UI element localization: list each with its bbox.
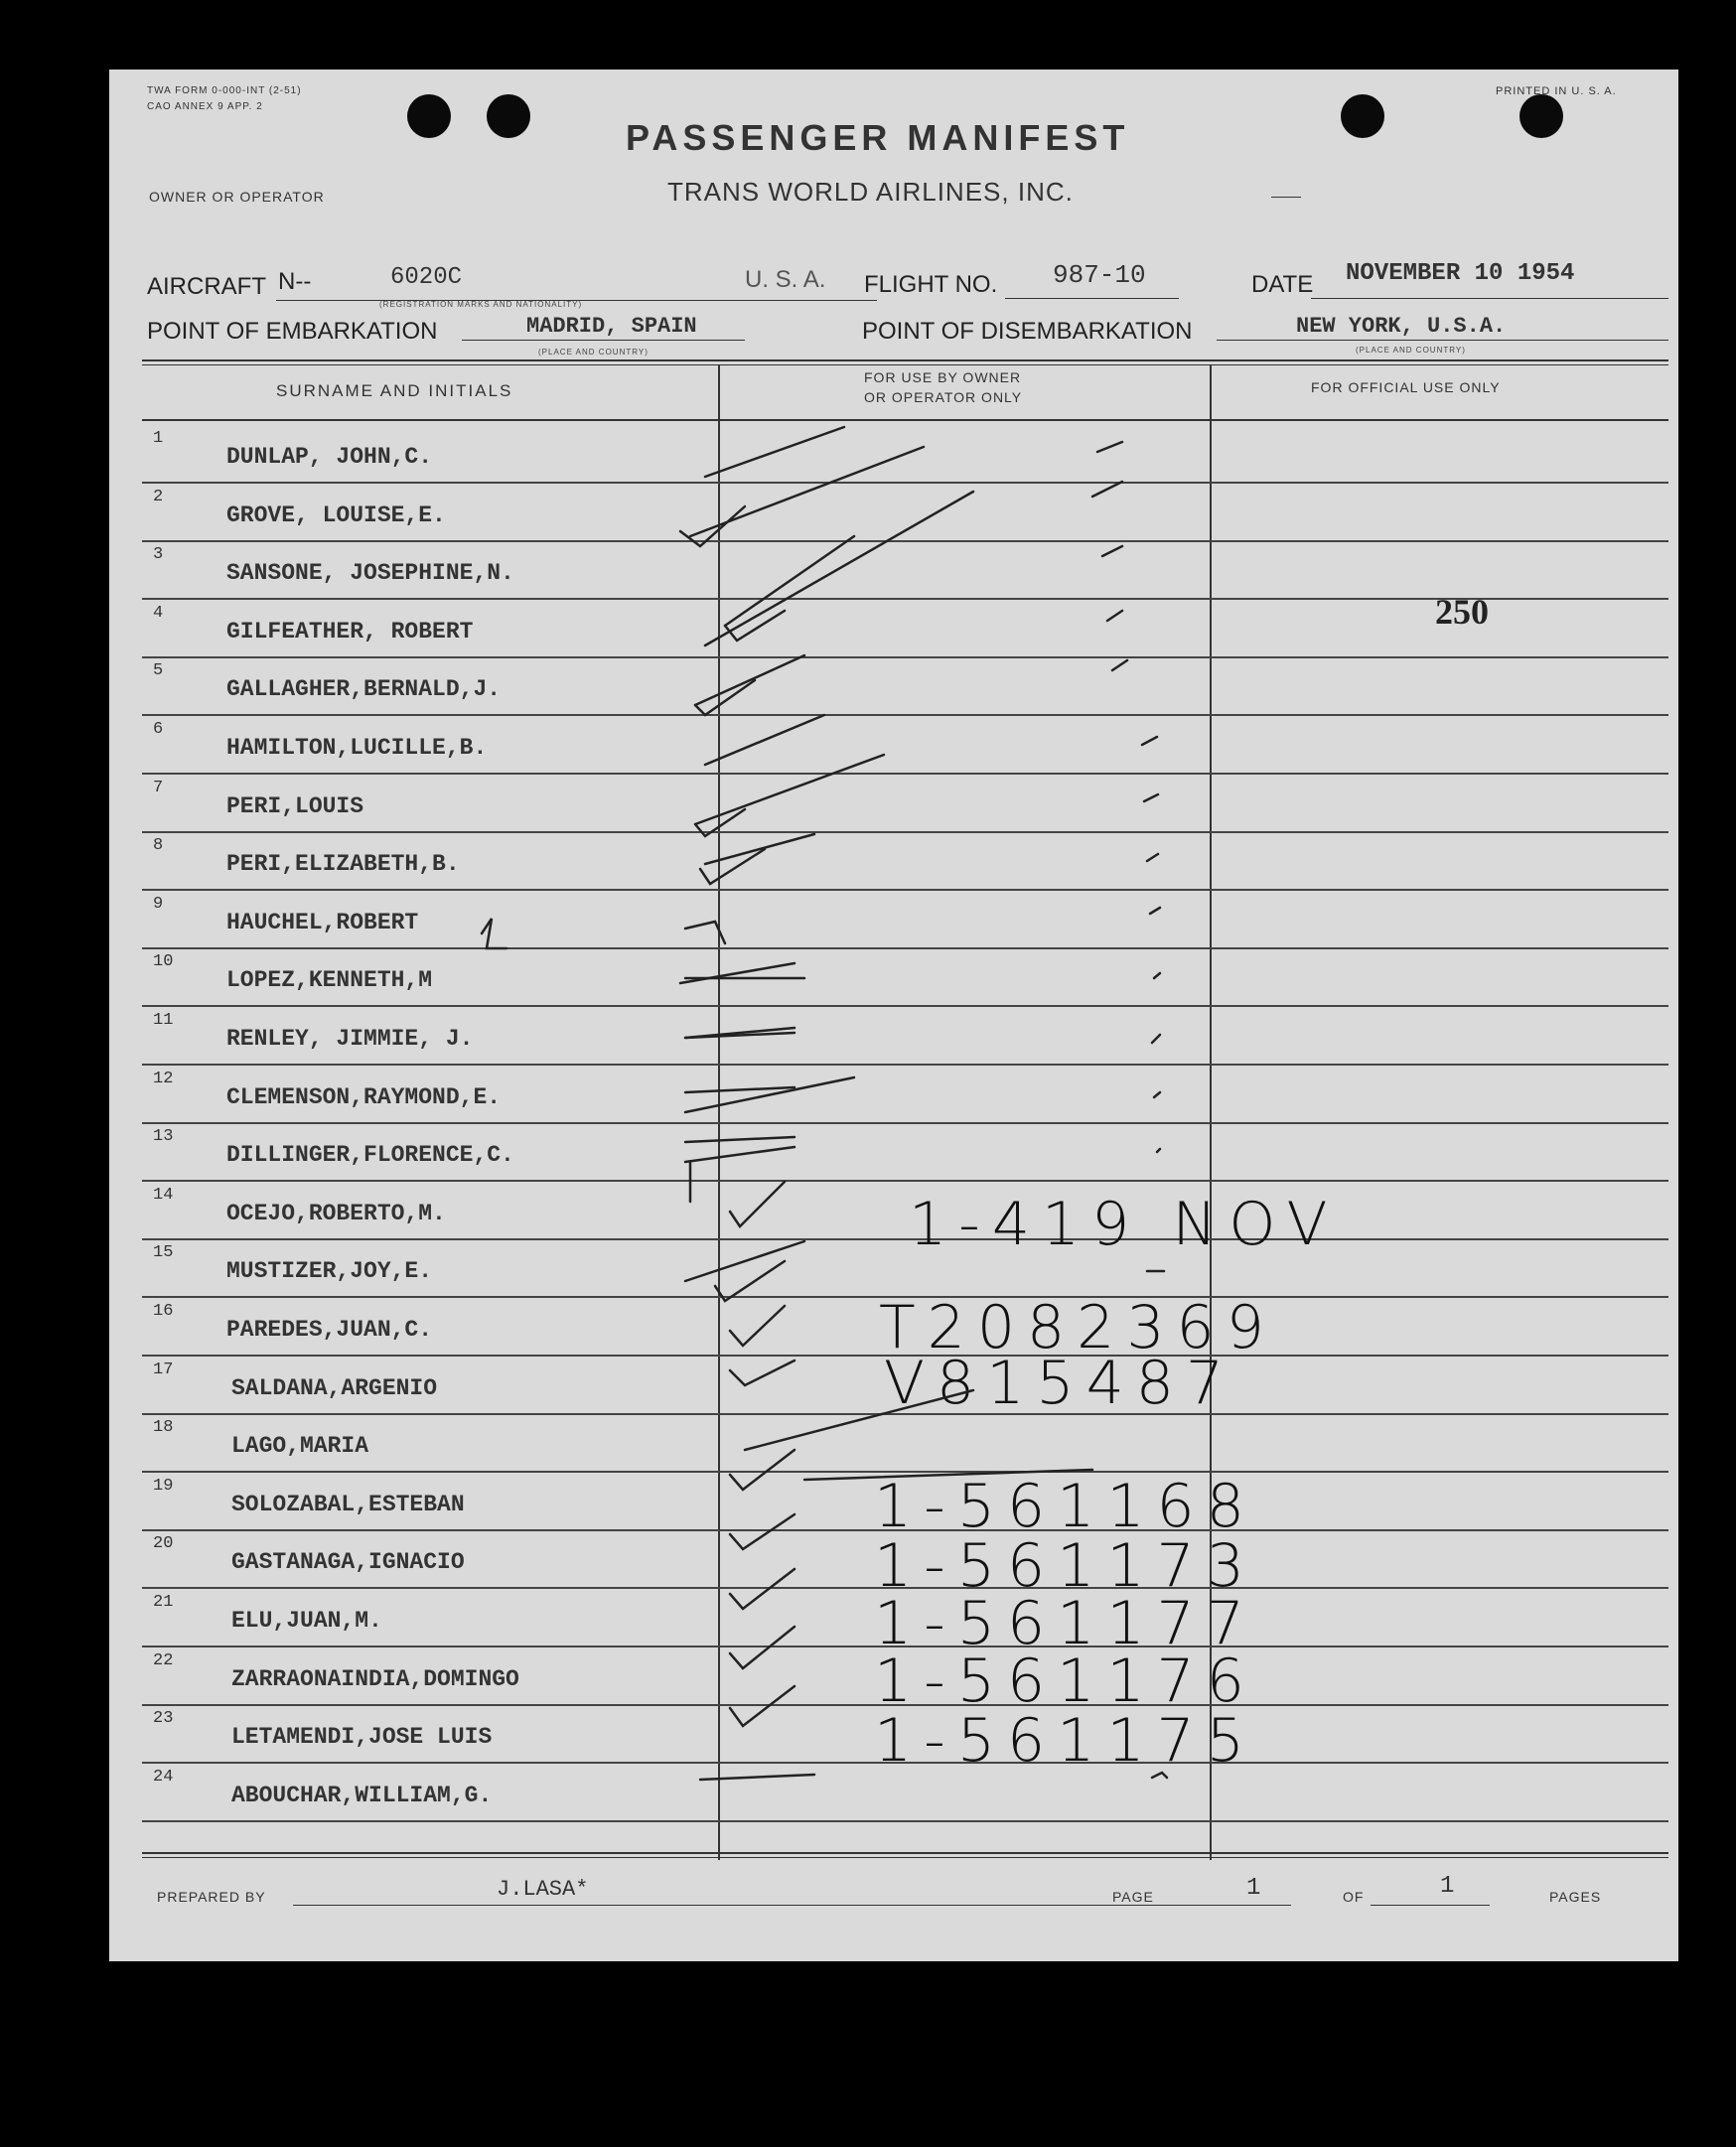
row-number: 5 <box>153 661 164 681</box>
row-number: 2 <box>153 487 164 506</box>
row-number: 1 <box>153 429 164 448</box>
page-title: PASSENGER MANIFEST <box>626 117 1130 158</box>
passenger-name: ZARRAONAINDIA,DOMINGO <box>231 1665 519 1692</box>
row-number: 4 <box>153 603 164 623</box>
of-label: OF <box>1343 1889 1365 1905</box>
passenger-name: DUNLAP, JOHN,C. <box>226 444 433 470</box>
row-number: 8 <box>153 836 164 856</box>
row-number: 9 <box>153 894 164 914</box>
passenger-name: ABOUCHAR,WILLIAM,G. <box>231 1782 493 1808</box>
row-number: 16 <box>153 1302 174 1321</box>
handwritten-row-20: 1-561173 <box>874 1531 1256 1601</box>
passenger-name: SOLOZABAL,ESTEBAN <box>231 1491 465 1517</box>
aircraft-prefix: N-- <box>278 268 312 295</box>
disembark-label: POINT OF DISEMBARKATION <box>862 318 1193 345</box>
passenger-name: GALLAGHER,BERNALD,J. <box>226 676 502 703</box>
row-number: 24 <box>153 1767 174 1787</box>
flight-label: FLIGHT NO. <box>864 271 998 298</box>
embark-value: MADRID, SPAIN <box>526 314 697 339</box>
row-number: 11 <box>153 1011 174 1030</box>
handwritten-row-14: 1-419 NOV <box>909 1190 1340 1259</box>
page-value: 1 <box>1246 1875 1261 1902</box>
handwritten-row-19: 1-561168 <box>874 1472 1256 1541</box>
row-number: 22 <box>153 1650 174 1670</box>
passenger-name: PERI,ELIZABETH,B. <box>226 851 460 878</box>
handwritten-check-marks <box>109 70 1678 1961</box>
passenger-name: HAMILTON,LUCILLE,B. <box>226 735 488 761</box>
row-number: 7 <box>153 778 164 797</box>
passenger-name: GILFEATHER, ROBERT <box>226 618 474 644</box>
passenger-name: RENLEY, JIMMIE, J. <box>226 1026 474 1052</box>
row-number: 23 <box>153 1709 174 1729</box>
row-number: 17 <box>153 1360 174 1379</box>
prepared-by-value: J.LASA* <box>497 1877 589 1902</box>
row-number: 21 <box>153 1593 174 1612</box>
page-label: PAGE <box>1112 1889 1154 1905</box>
aircraft-label: AIRCRAFT <box>147 273 266 300</box>
passenger-name: HAUCHEL,ROBERT <box>226 909 419 935</box>
form-annex: CAO ANNEX 9 APP. 2 <box>147 101 263 112</box>
official-column-header: FOR OFFICIAL USE ONLY <box>1311 379 1501 395</box>
handwritten-row-21: 1-561177 <box>874 1589 1256 1658</box>
aircraft-value: 6020C <box>390 264 463 291</box>
owner-operator-label: OWNER OR OPERATOR <box>149 189 325 205</box>
passenger-name: MUSTIZER,JOY,E. <box>226 1258 433 1285</box>
page-underline <box>1167 1905 1291 1906</box>
passenger-name: OCEJO,ROBERTO,M. <box>226 1200 446 1226</box>
prepared-by-underline <box>293 1905 1167 1906</box>
row-number: 20 <box>153 1534 174 1554</box>
passenger-name: SALDANA,ARGENIO <box>231 1374 438 1401</box>
prepared-by-label: PREPARED BY <box>157 1889 266 1905</box>
passenger-name: CLEMENSON,RAYMOND,E. <box>226 1083 502 1110</box>
passenger-name: LAGO,MARIA <box>231 1433 369 1460</box>
passenger-name: PERI,LOUIS <box>226 792 364 819</box>
embark-label: POINT OF EMBARKATION <box>147 318 438 345</box>
passenger-name: DILLINGER,FLORENCE,C. <box>226 1142 514 1169</box>
row-number: 12 <box>153 1069 174 1088</box>
passenger-name: PAREDES,JUAN,C. <box>226 1317 433 1343</box>
date-label: DATE <box>1251 271 1314 298</box>
of-value: 1 <box>1440 1873 1455 1900</box>
place-note-2: (PLACE AND COUNTRY) <box>1356 346 1466 355</box>
of-underline <box>1371 1905 1490 1906</box>
place-note: (PLACE AND COUNTRY) <box>538 348 649 357</box>
row-number: 15 <box>153 1243 174 1263</box>
official-note: 250 <box>1435 592 1489 632</box>
footer-rule-1 <box>142 1852 1668 1854</box>
row-number: 6 <box>153 720 164 739</box>
manifest-sheet <box>109 70 1678 1961</box>
passenger-name: LETAMENDI,JOSE LUIS <box>231 1724 493 1751</box>
passenger-name: GROVE, LOUISE,E. <box>226 501 446 528</box>
row-number: 10 <box>153 952 174 972</box>
surname-column-header: SURNAME AND INITIALS <box>276 381 513 400</box>
passenger-name: SANSONE, JOSEPHINE,N. <box>226 560 514 587</box>
row-number: 18 <box>153 1418 174 1438</box>
handwritten-row-23: 1-561175 <box>874 1706 1256 1776</box>
handwritten-row-17: V815487 <box>884 1349 1236 1418</box>
row-number: 19 <box>153 1476 174 1496</box>
pages-label: PAGES <box>1549 1889 1602 1905</box>
passenger-name: GASTANAGA,IGNACIO <box>231 1549 465 1576</box>
airline-name: TRANS WORLD AIRLINES, INC. <box>667 177 1074 207</box>
row-number: 3 <box>153 545 164 565</box>
disembark-value: NEW YORK, U.S.A. <box>1296 314 1507 339</box>
printed-note: PRINTED IN U. S. A. <box>1496 85 1617 97</box>
footer-rule-2 <box>142 1857 1668 1858</box>
handwritten-row-22: 1-561176 <box>874 1646 1256 1716</box>
passenger-name: ELU,JUAN,M. <box>231 1608 382 1634</box>
date-value: NOVEMBER 10 1954 <box>1346 260 1575 287</box>
form-number: TWA FORM 0-000-INT (2-51) <box>147 85 302 96</box>
owner-column-header-2: OR OPERATOR ONLY <box>864 389 1023 405</box>
row-number: 14 <box>153 1185 174 1205</box>
owner-column-header-1: FOR USE BY OWNER <box>864 369 1022 385</box>
row-number: 13 <box>153 1127 174 1147</box>
passenger-name: LOPEZ,KENNETH,M <box>226 967 433 994</box>
registration-note: (REGISTRATION MARKS AND NATIONALITY) <box>379 300 583 309</box>
handwritten-row-16: T2082369 <box>879 1293 1276 1362</box>
nationality: U. S. A. <box>745 266 826 293</box>
flight-value: 987-10 <box>1053 260 1146 290</box>
